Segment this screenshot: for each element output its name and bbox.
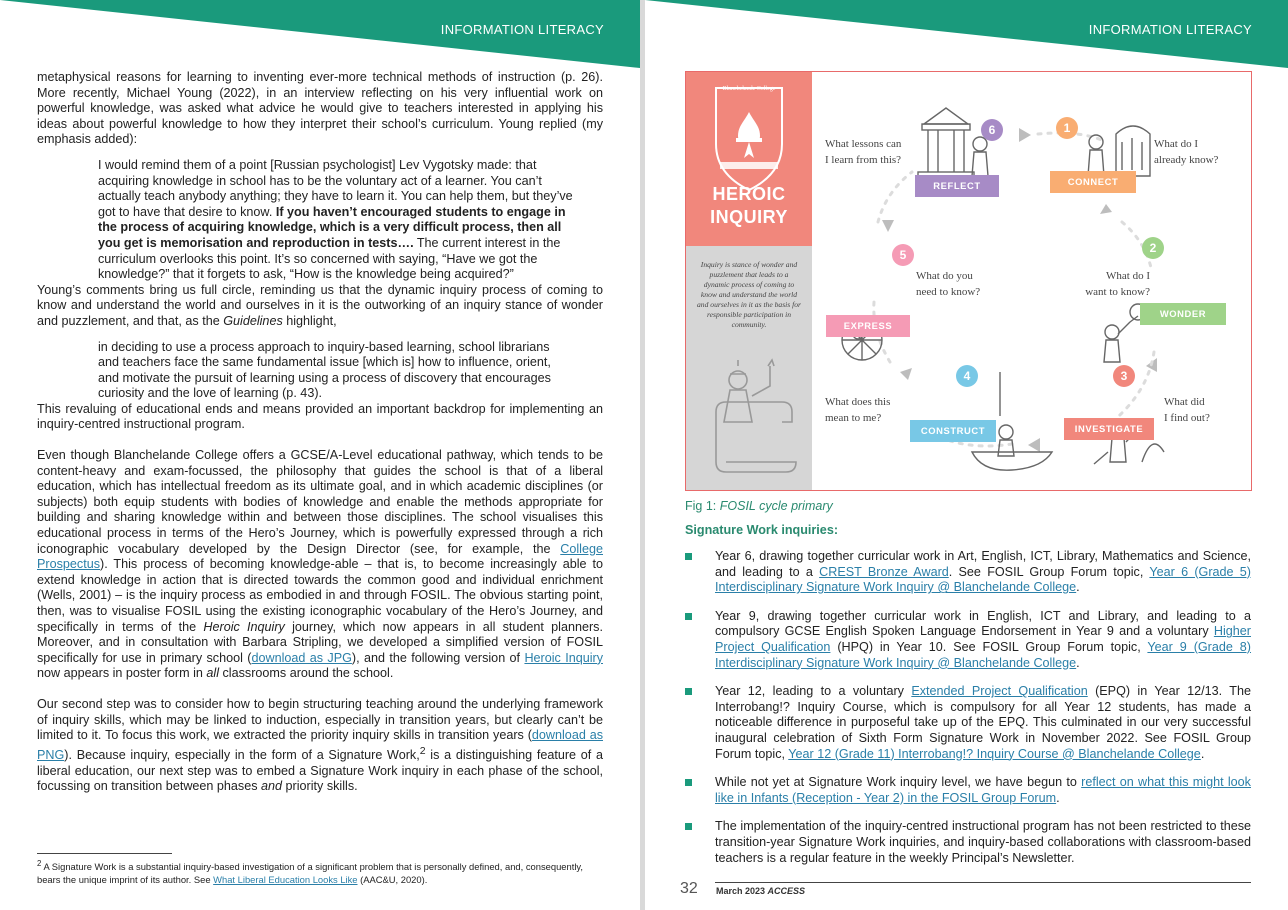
list-item xyxy=(685,549,1251,596)
stage-number-connect: 1 xyxy=(1056,117,1078,139)
text-run: Our second step was to consider how to begin structuring teaching around the underlying framework of inquiry skills, which may be linked to induction, especially in transition years, but clearly can’t be limited to it. To focus this work, we extracted the priority inquiry skills in transition years ( xyxy=(37,696,603,743)
text-run: . xyxy=(1200,746,1205,761)
footnote-rule xyxy=(37,853,172,854)
arrow-icon xyxy=(1028,438,1040,452)
arrow-icon xyxy=(1019,128,1031,142)
italic-text: Heroic Inquiry xyxy=(203,619,285,634)
text-run: . xyxy=(1076,580,1080,595)
header-band xyxy=(645,0,1288,70)
header-band xyxy=(0,0,640,70)
stage-label-reflect: REFLECT xyxy=(915,175,999,197)
text-run: now appears in poster form in xyxy=(37,666,207,681)
arrow-icon xyxy=(1100,204,1112,214)
paragraph xyxy=(37,283,603,330)
paragraph xyxy=(37,697,603,795)
paragraph xyxy=(37,402,603,433)
arrow-icon xyxy=(900,368,912,380)
stage-question-investigate: What did I find out? xyxy=(1164,396,1210,424)
bullet-square-icon xyxy=(685,613,692,620)
text-run: ). Because inquiry, especially in the form of a Signature Work, xyxy=(64,747,420,762)
stage-question-reflect: What lessons can I learn from this? xyxy=(825,138,902,166)
italic-text: all xyxy=(206,666,220,681)
text-run: highlight, xyxy=(282,313,337,328)
text-link[interactable]: Year 12 (Grade 11) Interrobang!? Inquiry Course @ Blanchelande College xyxy=(788,746,1201,761)
footer-issue: March 2023 ACCESS xyxy=(716,886,806,896)
text-run: A Signature Work is a substantial inquiry-based investigation of a significant problem that is personally defined, and, consequently, bears the unique imprint of its author. See xyxy=(37,861,583,886)
right-page xyxy=(645,0,1288,910)
figure-caption: Fig 1: FOSIL cycle primary xyxy=(685,499,833,513)
text-run: ), and the following version of xyxy=(351,650,525,665)
footnote xyxy=(37,857,603,886)
text-link[interactable]: CREST Bronze Award xyxy=(819,564,949,579)
stage-number-express: 5 xyxy=(892,244,914,266)
footnote-marker: 2 xyxy=(419,744,426,757)
paragraph xyxy=(37,70,603,148)
page-number: 32 xyxy=(680,880,698,897)
footer-rule xyxy=(715,882,1251,883)
text-run: Even though Blanchelande College offers a GCSE/A-Level educational pathway, which tends to be content-heavy and exam-focussed, the philosophy that guides the school is that of a liberal education, which has intellectual freedom as its ultimate goal, and in which academic disciplines (or subjects) both equip students with bodies of knowledge and enable the methods appropriate for building and sharing knowledge within and between those disciplines. The school visualises this educational process in terms of the Hero’s Journey, which is powerfully expressed through a rich iconographic vocabulary developed by the Design Director (see, for example, the xyxy=(37,448,603,556)
heroic-inquiry-figure xyxy=(685,71,1252,491)
text-run: The current interest in the curriculum overlooks this point. It’s so concerned with saying, “Have we got the knowledge?” that it forgets to ask, “How is the knowledge being acquired?” xyxy=(98,235,561,282)
text-run: journey, which now appears in all student planners. Moreover, and in consultation with Barbara Stripling, we developed a simplified version of FOSIL specifically for use in primary school ( xyxy=(37,619,603,665)
text-run: metaphysical reasons for learning to inventing ever-more technical methods of instruction (p. 26). More recently, Michael Young (2022), in an interview reflecting on his very influential work on powerful knowledge, was asked what advice he would give to teachers interested in applying his ideas about powerful knowledge to how they interpret their school’s curriculum. Young replied (my emphasis added): xyxy=(37,70,603,147)
bullet-square-icon xyxy=(685,553,692,560)
text-run: . xyxy=(1056,790,1060,805)
stage-number-wonder: 2 xyxy=(1142,237,1164,259)
stage-label-connect: CONNECT xyxy=(1050,171,1136,193)
stage-label-wonder: WONDER xyxy=(1140,303,1226,325)
stage-question-construct: What does this mean to me? xyxy=(825,396,891,424)
figure-title-line2: INQUIRY xyxy=(710,207,788,227)
bullet-square-icon xyxy=(685,779,692,786)
italic-text: and xyxy=(261,779,283,794)
stage-number-investigate: 3 xyxy=(1113,365,1135,387)
list-item xyxy=(685,819,1251,866)
text-link[interactable]: Year 9 (Grade 8) Interdisciplinary Signature Work Inquiry @ Blanchelande College xyxy=(715,639,1252,670)
emphasis-text: If you haven’t encouraged students to engage in the process of acquiring knowledge, which is a very difficult process, then all you get is memorisation and reproduction in tests…. xyxy=(98,204,566,250)
arrow-icon xyxy=(882,220,894,232)
text-run: The implementation of the inquiry-centred instructional program has not been restricted to these transition-year Signature Work inquiries, and inquiry-based collaborations with classroom-based teachers is a regular feature in the weekly Principal’s Newsletter. xyxy=(715,819,1251,865)
text-link[interactable]: Higher Project Qualification xyxy=(715,624,1251,654)
text-run: Young’s comments bring us full circle, reminding us that the dynamic inquiry process of coming to know and understand the world and ourselves in it is the outworking of an inquiry stance of wonder and puzzlement, and that, as the xyxy=(37,282,603,328)
paragraph xyxy=(37,448,603,682)
text-run: Year 12, leading to a voluntary xyxy=(715,684,912,699)
italic-text: Guidelines xyxy=(223,313,283,328)
section-header: INFORMATION LITERACY xyxy=(1088,22,1252,37)
stage-label-construct: CONSTRUCT xyxy=(910,420,996,442)
figure-title-line1: HEROIC xyxy=(712,184,786,204)
text-link[interactable]: download as JPG xyxy=(251,650,352,665)
section-heading: Signature Work inquiries: xyxy=(685,523,839,537)
block-quote xyxy=(98,340,573,402)
figure-sidebar xyxy=(686,72,812,490)
text-run: (EPQ) in Year 12/13. The Interrobang!? Inquiry Course, which is compulsory for all Year 12 students, has made a noticeable difference in purposeful take up of the EPQ. This culminated in our very successful inaugural celebration of Sixth Form Signature Work in November 2022. See FOSIL Group Forum topic, xyxy=(715,684,1251,761)
text-run: . See FOSIL Group Forum topic, xyxy=(948,564,1150,579)
text-link[interactable]: download as PNG xyxy=(37,728,603,762)
text-run: is a distinguishing feature of a liberal education, our next step was to embed a Signature Work inquiry in each phase of the school, focussing on transition between phases xyxy=(37,747,603,794)
text-run: (HPQ) in Year 10. See FOSIL Group Forum topic, xyxy=(830,639,1148,654)
signature-work-list xyxy=(685,549,1251,879)
text-run: priority skills. xyxy=(282,779,358,794)
text-link[interactable]: Extended Project Qualification xyxy=(911,684,1088,699)
left-page xyxy=(0,0,640,910)
stage-number-construct: 4 xyxy=(956,365,978,387)
footnote-marker: 2 xyxy=(37,859,42,868)
stage-question-express: What do you need to know? xyxy=(916,270,981,298)
stage-question-wonder: What do I want to know? xyxy=(1085,270,1150,298)
inquiry-cycle-diagram xyxy=(812,72,1252,490)
bullet-square-icon xyxy=(685,823,692,830)
text-run: While not yet at Signature Work inquiry level, we have begun to xyxy=(715,775,1082,790)
list-item xyxy=(685,775,1251,806)
stage-number-reflect: 6 xyxy=(981,119,1003,141)
stage-question-connect: What do I already know? xyxy=(1154,138,1219,166)
text-link[interactable]: Year 6 (Grade 5) Interdisciplinary Signature Work Inquiry @ Blanchelande College xyxy=(715,564,1251,595)
text-run: Year 9, drawing together curricular work in English, ICT and Library, and leading to a compulsory GCSE English Spoken Language Endorsement in Year 9 and a voluntary xyxy=(715,608,1251,639)
crest-text: Blanchelande College xyxy=(722,86,776,92)
text-run: (AAC&U, 2020). xyxy=(357,874,428,886)
figure-description: Inquiry is stance of wonder and puzzlement that leads to a dynamic process of coming to know and understand the world and ourselves in it as the basis for responsible participation in community. xyxy=(697,260,801,329)
text-run: I would remind them of a point [Russian psychologist] Lev Vygotsky made: that acquiring knowledge in school has to be the voluntary act of a learner. You can’t actually teach anybody anything; they have to learn it. You can help them, but they’ve got to have that desire to know. xyxy=(98,157,573,219)
text-run: . xyxy=(1076,655,1080,670)
knight-scroll-icon xyxy=(686,352,812,482)
text-link[interactable]: College Prospectus xyxy=(37,541,603,572)
text-link[interactable]: reflect on what this might look like in Infants (Reception - Year 2) in the FOSIL Group Forum xyxy=(715,775,1251,805)
text-run: in deciding to use a process approach to inquiry-based learning, school librarians and teachers face the same fundamental issue [which is] how to influence, orient, and motivate the pursuit of learning using a process of discovery that encourages curiosity and the love of learning (p. 43). xyxy=(98,339,551,401)
bullet-square-icon xyxy=(685,688,692,695)
stage-label-express: EXPRESS xyxy=(826,315,910,337)
list-item xyxy=(685,609,1251,671)
text-run: Year 6, drawing together curricular work in Art, English, ICT, Library, Mathematics and Science, and leading to a xyxy=(715,549,1251,579)
text-run: classrooms around the school. xyxy=(219,666,394,681)
text-link[interactable]: What Liberal Education Looks Like xyxy=(213,874,358,886)
stage-label-investigate: INVESTIGATE xyxy=(1064,418,1154,440)
section-header: INFORMATION LITERACY xyxy=(440,22,604,37)
text-run: ). This process of becoming knowledge-able – that is, to become increasingly able to extend knowledge in action that is directed towards the common good and individual enrichment (Wells, 2001) – is the inquiry process as embodied in and through FOSIL. The obvious starting point, then, was to visualise FOSIL using the existing iconographic vocabulary of the Hero’s Journey, and specifically in terms of the xyxy=(37,557,603,634)
text-run: This revaluing of educational ends and means provided an important backdrop for implementing an inquiry-centred instructional program. xyxy=(37,401,603,432)
list-item xyxy=(685,684,1251,762)
block-quote xyxy=(98,158,573,283)
text-link[interactable]: Heroic Inquiry xyxy=(524,650,603,665)
